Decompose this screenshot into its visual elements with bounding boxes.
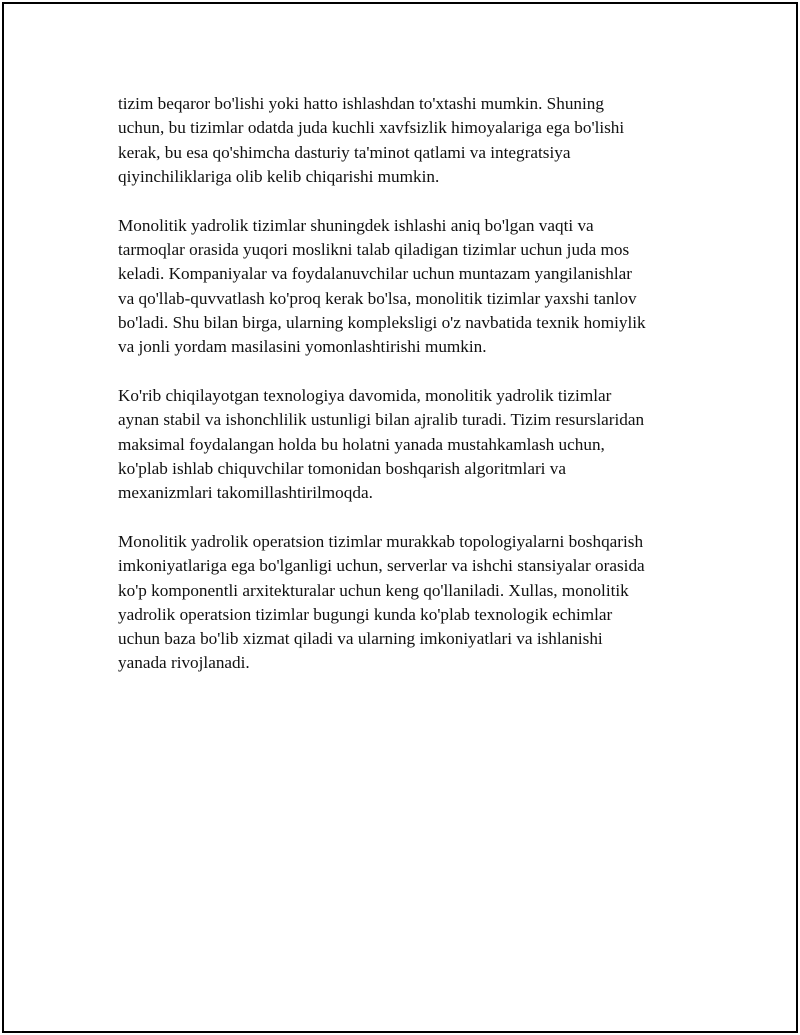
paragraph-line: kerak, bu esa qo'shimcha dasturiy ta'minot qatlami va integratsiya: [118, 142, 571, 162]
paragraph-line: ko'p komponentli arxitekturalar uchun keng qo'llaniladi. Xullas, monolitik: [118, 580, 629, 600]
paragraph-line: imkoniyatlariga ega bo'lganligi uchun, serverlar va ishchi stansiyalar orasida: [118, 556, 645, 576]
paragraph-line: yadrolik operatsion tizimlar bugungi kunda ko'plab texnologik echimlar: [118, 604, 613, 624]
paragraph-1: [118, 92, 698, 189]
paragraph-2: [118, 214, 698, 360]
paragraph-line: maksimal foydalangan holda bu holatni yanada mustahkamlash uchun,: [118, 434, 605, 454]
paragraph-line: Monolitik yadrolik tizimlar shuningdek ishlashi aniq bo'lgan vaqti va: [118, 215, 594, 235]
paragraph-line: Monolitik yadrolik operatsion tizimlar murakkab topologiyalarni boshqarish: [118, 531, 644, 551]
paragraph-3: [118, 384, 698, 505]
paragraph-line: uchun, bu tizimlar odatda juda kuchli xavfsizlik himoyalariga ega bo'lishi: [118, 118, 625, 138]
paragraph-line: bo'ladi. Shu bilan birga, ularning kompleksligi o'z navbatida texnik homiylik: [118, 312, 646, 332]
document-body: [118, 92, 698, 700]
paragraph-line: tarmoqlar orasida yuqori moslikni talab qiladigan tizimlar uchun juda mos: [118, 239, 630, 259]
paragraph-line: mexanizmlari takomillashtirilmoqda.: [118, 483, 373, 503]
paragraph-line: keladi. Kompaniyalar va foydalanuvchilar uchun muntazam yangilanishlar: [118, 264, 633, 284]
paragraph-line: va qo'llab-quvvatlash ko'proq kerak bo'lsa, monolitik tizimlar yaxshi tanlov: [118, 288, 637, 308]
paragraph-line: qiyinchiliklariga olib kelib chiqarishi mumkin.: [118, 166, 440, 186]
paragraph-line: ko'plab ishlab chiquvchilar tomonidan boshqarish algoritmlari va: [118, 458, 566, 478]
paragraph-line: uchun baza bo'lib xizmat qiladi va ularning imkoniyatlari va ishlanishi: [118, 629, 603, 649]
paragraph-line: tizim beqaror bo'lishi yoki hatto ishlashdan to'xtashi mumkin. Shuning: [118, 94, 604, 113]
paragraph-line: yanada rivojlanadi.: [118, 653, 250, 673]
paragraph-line: va jonli yordam masilasini yomonlashtirishi mumkin.: [118, 337, 487, 357]
paragraph-line: Ko'rib chiqilayotgan texnologiya davomida, monolitik yadrolik tizimlar: [118, 385, 612, 405]
paragraph-line: aynan stabil va ishonchlilik ustunligi bilan ajralib turadi. Tizim resurslaridan: [118, 410, 645, 430]
paragraph-4: [118, 530, 698, 676]
